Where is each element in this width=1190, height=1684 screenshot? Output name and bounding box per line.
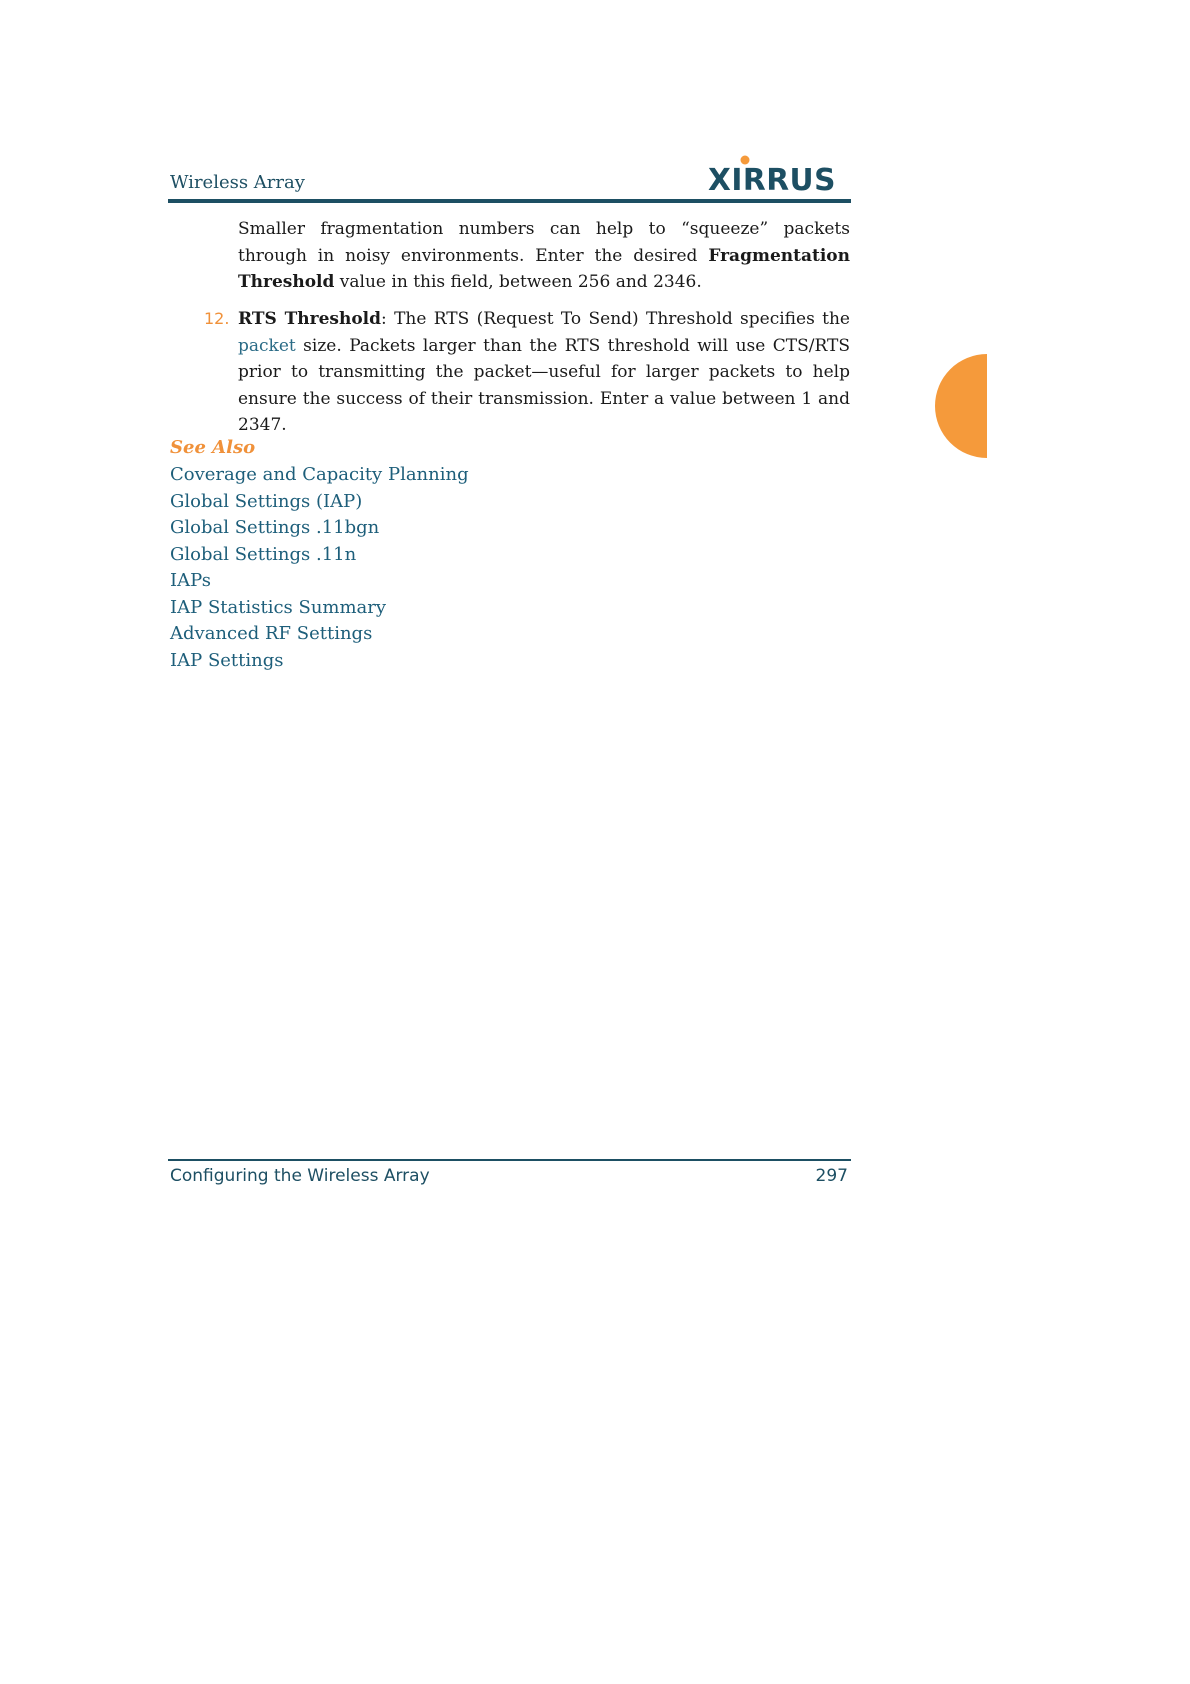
link-global-settings-11n[interactable]: Global Settings .11n: [170, 543, 357, 565]
link-iap-settings[interactable]: IAP Settings: [170, 649, 284, 671]
header-divider: [168, 199, 851, 203]
fragmentation-threshold-term: Fragmentation Threshold: [238, 245, 850, 292]
fragmentation-paragraph: [238, 216, 850, 296]
chapter-tab: [935, 354, 987, 458]
link-global-settings-11bgn[interactable]: Global Settings .11bgn: [170, 517, 380, 538]
svg-text:XIRRUS: XIRRUS: [708, 163, 836, 194]
page-number: 297: [815, 1166, 848, 1186]
footer-chapter-title: Configuring the Wireless Array: [170, 1166, 430, 1186]
footer-divider: [168, 1159, 851, 1161]
link-coverage-capacity-planning[interactable]: Coverage and Capacity Planning: [170, 464, 469, 485]
link-global-settings-iap[interactable]: Global Settings (IAP): [170, 490, 363, 512]
xirrus-logo: [708, 154, 844, 194]
rts-threshold-paragraph: [238, 306, 850, 439]
link-iaps[interactable]: IAPs: [170, 570, 211, 591]
link-advanced-rf-settings[interactable]: Advanced RF Settings: [170, 623, 373, 644]
see-also-links: [170, 462, 469, 674]
paragraph-text: : The RTS (Request To Send) Threshold specifies the: [381, 309, 850, 329]
header-title: Wireless Array: [170, 172, 305, 193]
paragraph-text: value in this field, between 256 and 2346.: [334, 272, 702, 292]
list-item-number: 12.: [204, 309, 230, 328]
link-iap-statistics-summary[interactable]: IAP Statistics Summary: [170, 596, 387, 618]
rts-threshold-term: RTS Threshold: [238, 309, 382, 329]
see-also-heading: See Also: [170, 437, 256, 458]
paragraph-text: size. Packets larger than the RTS threshold will use CTS/RTS prior to transmitting the packet—useful for larger packets to help ensure the success of their transmission. Enter a value between 1 and 2347.: [238, 335, 850, 435]
packet-link[interactable]: packet: [238, 335, 296, 356]
paragraph-text: Smaller fragmentation numbers can help to “squeeze” packets through in noisy environments. Enter the desired: [238, 219, 850, 266]
